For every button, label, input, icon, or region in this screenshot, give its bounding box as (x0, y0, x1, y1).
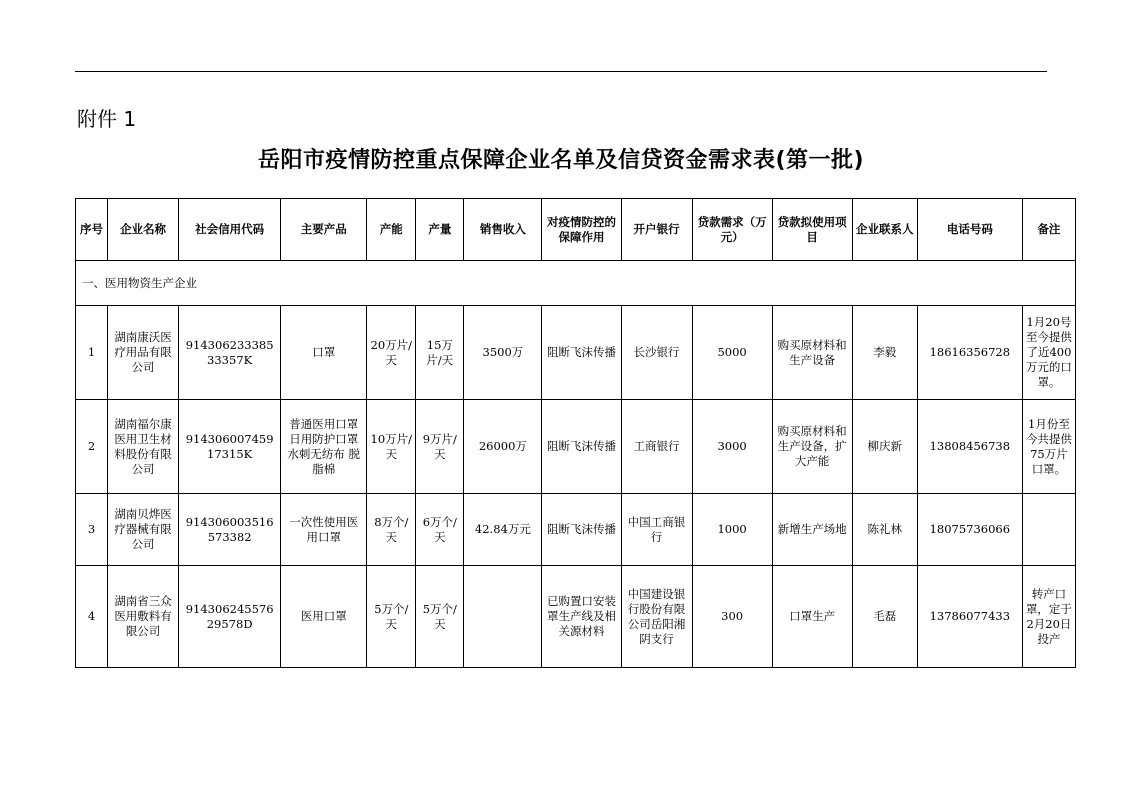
cell-credit-code: 91430600745917315K (179, 400, 281, 494)
header-remark: 备注 (1022, 199, 1075, 261)
cell-capacity: 20万片/天 (367, 306, 416, 400)
cell-bank: 中国建设银行股份有限公司岳阳湘阴支行 (621, 566, 692, 668)
cell-revenue: 3500万 (464, 306, 542, 400)
header-output: 产量 (416, 199, 464, 261)
cell-product: 医用口罩 (281, 566, 367, 668)
header-role: 对疫情防控的保障作用 (542, 199, 621, 261)
cell-phone: 13808456738 (917, 400, 1022, 494)
header-revenue: 销售收入 (464, 199, 542, 261)
cell-remark: 转产口罩，定于2月20日投产 (1022, 566, 1075, 668)
cell-contact: 李毅 (852, 306, 917, 400)
header-product: 主要产品 (281, 199, 367, 261)
header-contact: 企业联系人 (852, 199, 917, 261)
cell-role: 阻断飞沫传播 (542, 494, 621, 566)
header-no: 序号 (76, 199, 108, 261)
cell-name: 湖南省三众医用敷料有限公司 (108, 566, 179, 668)
table-row (76, 306, 1076, 400)
header-rule (75, 71, 1047, 72)
cell-phone: 18075736066 (917, 494, 1022, 566)
cell-usage: 购买原材料和生产设备 (772, 306, 852, 400)
cell-capacity: 10万片/天 (367, 400, 416, 494)
cell-loan: 300 (692, 566, 772, 668)
cell-no: 4 (76, 566, 108, 668)
cell-contact: 陈礼林 (852, 494, 917, 566)
document-title: 岳阳市疫情防控重点保障企业名单及信贷资金需求表(第一批) (257, 148, 865, 173)
cell-remark: 1月份至今共提供75万片口罩。 (1022, 400, 1075, 494)
cell-output: 6万个/天 (416, 494, 464, 566)
enterprise-table (75, 198, 1076, 668)
cell-remark (1022, 494, 1075, 566)
section-row (76, 261, 1076, 306)
cell-usage: 新增生产场地 (772, 494, 852, 566)
header-capacity: 产能 (367, 199, 416, 261)
header-phone: 电话号码 (917, 199, 1022, 261)
cell-contact: 毛磊 (852, 566, 917, 668)
cell-credit-code: 91430623338533357K (179, 306, 281, 400)
cell-output: 15万片/天 (416, 306, 464, 400)
cell-loan: 1000 (692, 494, 772, 566)
header-loan: 贷款需求（万元） (692, 199, 772, 261)
cell-phone: 18616356728 (917, 306, 1022, 400)
cell-bank: 工商银行 (621, 400, 692, 494)
cell-loan: 5000 (692, 306, 772, 400)
cell-role: 阻断飞沫传播 (542, 400, 621, 494)
cell-no: 2 (76, 400, 108, 494)
cell-usage: 购买原材料和生产设备，扩大产能 (772, 400, 852, 494)
cell-revenue (464, 566, 542, 668)
cell-name: 湖南贝烨医疗器械有限公司 (108, 494, 179, 566)
cell-capacity: 5万个/天 (367, 566, 416, 668)
cell-output: 9万片/天 (416, 400, 464, 494)
cell-revenue: 26000万 (464, 400, 542, 494)
cell-role: 已购置口安装罩生产线及相关源材料 (542, 566, 621, 668)
cell-bank: 长沙银行 (621, 306, 692, 400)
table-row (76, 400, 1076, 494)
cell-credit-code: 914306003516573382 (179, 494, 281, 566)
header-credit-code: 社会信用代码 (179, 199, 281, 261)
table-row (76, 566, 1076, 668)
cell-phone: 13786077433 (917, 566, 1022, 668)
cell-capacity: 8万个/天 (367, 494, 416, 566)
header-usage: 贷款拟使用项目 (772, 199, 852, 261)
header-name: 企业名称 (108, 199, 179, 261)
table-row (76, 494, 1076, 566)
header-bank: 开户银行 (621, 199, 692, 261)
cell-usage: 口罩生产 (772, 566, 852, 668)
cell-credit-code: 91430624557629578D (179, 566, 281, 668)
cell-output: 5万个/天 (416, 566, 464, 668)
cell-product: 普通医用口罩 日用防护口罩 水刺无纺布 脱脂棉 (281, 400, 367, 494)
cell-bank: 中国工商银行 (621, 494, 692, 566)
section-label: 一、医用物资生产企业 (76, 261, 1076, 306)
cell-product: 一次性使用医用口罩 (281, 494, 367, 566)
cell-no: 3 (76, 494, 108, 566)
cell-name: 湖南福尔康医用卫生材料股份有限公司 (108, 400, 179, 494)
attachment-label: 附件 1 (77, 107, 137, 131)
cell-remark: 1月20号至今提供了近400万元的口罩。 (1022, 306, 1075, 400)
cell-name: 湖南康沃医疗用品有限公司 (108, 306, 179, 400)
cell-product: 口罩 (281, 306, 367, 400)
cell-contact: 柳庆新 (852, 400, 917, 494)
table-header-row (76, 199, 1076, 261)
cell-revenue: 42.84万元 (464, 494, 542, 566)
cell-loan: 3000 (692, 400, 772, 494)
cell-no: 1 (76, 306, 108, 400)
cell-role: 阻断飞沫传播 (542, 306, 621, 400)
